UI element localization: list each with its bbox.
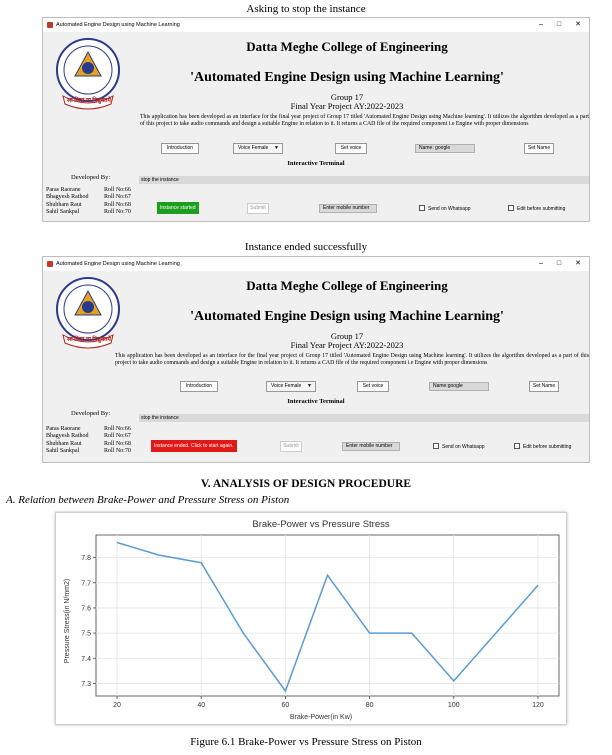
plot-area bbox=[96, 535, 559, 696]
voice-select-value: Voice Female bbox=[238, 145, 269, 151]
y-tick-label: 7.8 bbox=[81, 555, 91, 563]
app-icon bbox=[47, 22, 53, 28]
minimize-icon[interactable]: – bbox=[539, 260, 543, 267]
voice-select[interactable] bbox=[266, 381, 316, 392]
x-tick-label: 20 bbox=[113, 702, 121, 709]
y-tick-label: 7.6 bbox=[81, 605, 91, 613]
status-button[interactable]: Instance started bbox=[157, 202, 199, 214]
y-tick-label: 7.3 bbox=[81, 680, 91, 688]
whatsapp-label: Send on Whatsapp bbox=[442, 444, 485, 450]
set-voice-button[interactable]: Set voice bbox=[335, 143, 367, 154]
minimize-icon[interactable]: – bbox=[539, 21, 543, 28]
set-name-button[interactable]: Set Name bbox=[529, 381, 559, 392]
subsection-heading: A. Relation between Brake-Power and Pressure Stress on Piston bbox=[6, 494, 290, 506]
description: This application has been developed as an interface for the final year project of Group 17 titled 'Automated Engine Design using Machine learning'. It utilizes the algorithm developed as a part of this project to take audio commands and design a suitable Engine in relation to it. It returns a CAD file of the required component i.e Engine with proper dimensions bbox=[115, 353, 589, 366]
developer-names bbox=[46, 426, 89, 456]
mobile-input[interactable]: Enter mobile number bbox=[319, 204, 377, 213]
project-title: 'Automated Engine Design using Machine Learning' bbox=[190, 309, 504, 324]
name-field[interactable]: Name:google bbox=[429, 382, 489, 391]
x-tick-label: 80 bbox=[365, 702, 374, 709]
developer-name: Shubham Raut bbox=[46, 201, 82, 208]
terminal-output: stop the instance bbox=[139, 414, 589, 422]
mobile-input[interactable]: Enter mobile number bbox=[342, 442, 400, 451]
logo-motto: सा विद्या या विमुक्तये bbox=[67, 337, 111, 343]
close-icon[interactable]: ✕ bbox=[575, 260, 581, 267]
developer-roll: Roll No:68 bbox=[104, 201, 131, 208]
name-field[interactable]: Name: google bbox=[415, 144, 475, 153]
app-window-1 bbox=[42, 17, 590, 222]
developed-by-label: Developed By: bbox=[71, 174, 111, 181]
voice-select[interactable] bbox=[233, 143, 283, 154]
checkbox-icon bbox=[433, 443, 439, 449]
developer-name: Bhagyesh Rathod bbox=[46, 433, 89, 440]
close-icon[interactable]: ✕ bbox=[575, 21, 581, 28]
developer-roll: Roll No:67 bbox=[104, 433, 131, 440]
group-label: Group 17 bbox=[330, 331, 364, 341]
window-title: Automated Engine Design using Machine Learning bbox=[56, 261, 180, 267]
middle-caption: Instance ended successfully bbox=[244, 241, 368, 253]
app-icon bbox=[47, 261, 53, 267]
group-label: Group 17 bbox=[330, 92, 364, 102]
introduction-button[interactable]: Introduction bbox=[161, 143, 199, 154]
x-tick-label: 100 bbox=[447, 702, 460, 709]
y-tick-label: 7.5 bbox=[81, 630, 91, 638]
developer-name: Bhagyesh Rathod bbox=[46, 194, 89, 201]
developer-name: Sahil Sankpal bbox=[46, 448, 80, 455]
developer-names bbox=[46, 187, 89, 217]
developer-name: Paras Raorane bbox=[46, 426, 81, 432]
developer-name: Paras Raorane bbox=[46, 187, 81, 193]
developer-rolls bbox=[104, 187, 131, 217]
submit-button[interactable]: Submit bbox=[280, 441, 302, 452]
logo-motto: सा विद्या या विमुक्तये bbox=[67, 98, 111, 104]
terminal-output: stop the instance bbox=[139, 176, 589, 184]
y-axis-label: Pressure Stress(in N/mm2) bbox=[64, 578, 71, 664]
y-tick-label: 7.7 bbox=[81, 580, 91, 588]
whatsapp-checkbox[interactable] bbox=[419, 205, 471, 212]
year-label: Final Year Project AY:2022-2023 bbox=[290, 340, 404, 350]
edit-label: Edit before submitting bbox=[517, 206, 566, 212]
whatsapp-label: Send on Whatsapp bbox=[428, 206, 471, 212]
title-bar bbox=[43, 18, 589, 32]
college-name: Datta Meghe College of Engineering bbox=[246, 39, 448, 54]
voice-select-value: Voice Female bbox=[271, 383, 302, 389]
developer-roll: Roll No:70 bbox=[104, 448, 131, 455]
checkbox-icon bbox=[508, 205, 514, 211]
x-tick-label: 120 bbox=[532, 702, 544, 709]
maximize-icon[interactable]: □ bbox=[556, 21, 562, 28]
x-tick-label: 60 bbox=[281, 702, 290, 709]
window-title: Automated Engine Design using Machine Learning bbox=[56, 22, 180, 28]
top-caption: Asking to stop the instance bbox=[246, 3, 366, 15]
chart-container bbox=[55, 512, 567, 725]
developer-roll: Roll No:67 bbox=[104, 194, 131, 201]
set-voice-button[interactable]: Set voice bbox=[357, 381, 389, 392]
developer-rolls bbox=[104, 426, 131, 456]
terminal-label: Interactive Terminal bbox=[287, 398, 345, 405]
checkbox-icon bbox=[419, 205, 425, 211]
y-tick-label: 7.4 bbox=[81, 655, 91, 663]
chevron-down-icon: ▼ bbox=[307, 383, 312, 389]
developer-roll: Roll No:66 bbox=[104, 426, 131, 432]
checkbox-icon bbox=[514, 443, 520, 449]
developed-by-label: Developed By: bbox=[71, 410, 111, 417]
set-name-button[interactable]: Set Name bbox=[524, 143, 554, 154]
chevron-down-icon: ▼ bbox=[274, 145, 279, 151]
developer-roll: Roll No:70 bbox=[104, 209, 131, 216]
developer-roll: Roll No:66 bbox=[104, 187, 131, 193]
status-button[interactable]: Instance ended. Click to start again. bbox=[151, 440, 237, 452]
developer-name: Shubham Raut bbox=[46, 440, 82, 447]
section-heading: V. ANALYSIS OF DESIGN PROCEDURE bbox=[200, 478, 412, 490]
introduction-button[interactable]: Introduction bbox=[180, 381, 218, 392]
terminal-label: Interactive Terminal bbox=[287, 160, 345, 167]
edit-checkbox[interactable] bbox=[514, 443, 571, 450]
chart-title: Brake-Power vs Pressure Stress bbox=[252, 519, 390, 530]
x-axis-label: Brake-Power(in Kw) bbox=[289, 714, 353, 721]
college-name: Datta Meghe College of Engineering bbox=[246, 278, 448, 293]
year-label: Final Year Project AY:2022-2023 bbox=[290, 101, 404, 111]
x-tick-label: 40 bbox=[197, 702, 206, 709]
app-window-2 bbox=[42, 256, 590, 463]
figure-caption: Figure 6.1 Brake-Power vs Pressure Stress on Piston bbox=[190, 736, 422, 748]
title-bar bbox=[43, 257, 589, 271]
edit-label: Edit before submitting bbox=[523, 444, 572, 450]
developer-roll: Roll No:68 bbox=[104, 440, 131, 447]
developer-name: Sahil Sankpal bbox=[46, 209, 80, 216]
project-title: 'Automated Engine Design using Machine Learning' bbox=[190, 70, 504, 85]
edit-checkbox[interactable] bbox=[508, 205, 565, 212]
description: This application has been developed as an interface for the final year project of Group 17 titled 'Automated Engine Design using Machine learning'. It utilizes the algorithm developed as a part of this project to take audio commands and design a suitable Engine in relation to it. It returns a CAD file of the required component i.e Engine with proper dimensions bbox=[140, 114, 589, 127]
line-chart bbox=[56, 513, 566, 724]
maximize-icon[interactable]: □ bbox=[556, 260, 562, 267]
submit-button[interactable]: Submit bbox=[247, 203, 269, 214]
whatsapp-checkbox[interactable] bbox=[433, 443, 485, 450]
